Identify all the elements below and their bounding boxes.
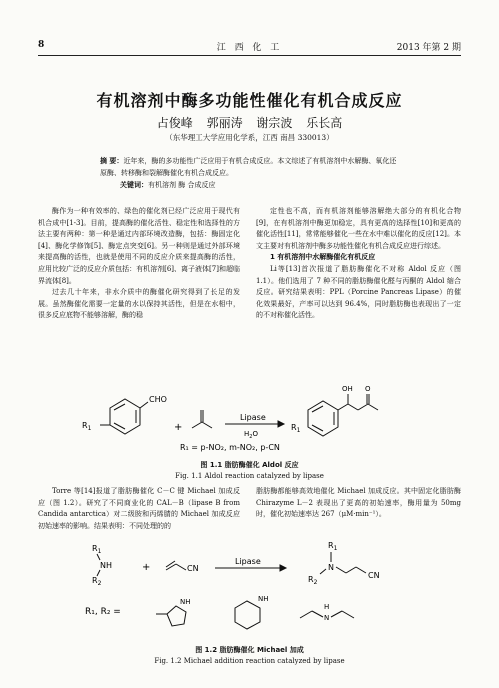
plus-sign-2: +	[142, 562, 151, 573]
lipase-label-1: Lipase	[240, 413, 266, 422]
amine-r1-label: $R_1$	[92, 544, 102, 555]
keywords-text: 有机溶剂 酶 合成反应	[148, 181, 216, 189]
lower-left-paragraph: Torre 等[14]报道了脂肪酶催化 C－C 键 Michael 加成反应（图 1.2）。研究了不同商业化的 CAL－B（lipase B from Candida antarctica）对二级胺和丙烯腈的 Michael 加成反应初始速率的影响。结果表明：不同处理的的	[38, 487, 240, 530]
article-title: 有机溶剂中酶多功能性催化有机合成反应	[96, 91, 403, 110]
plus-sign-1: +	[174, 422, 183, 433]
piperidine-structure	[235, 601, 260, 629]
product-r2-label: $R_2$	[308, 575, 318, 586]
right-paragraph-2: Li等[13]首次报道了脂肪酶催化不对称 Aldol 反应（图 1.1）。他们选用了 7 种不同的脂肪酶催化醛与丙酮的 Aldol 缩合反应。研究结果表明：PPL（Porcine Pancreas Lipase）的催化效果最好，产率可以达到 96.4%，同时脂肪酶也表现出了一定的不对称催化活性。	[256, 264, 461, 320]
figure-1-1-caption-en: Fig. 1.1 Aldol reaction catalyzed by lipase	[175, 472, 324, 480]
piperidine-nh-label: NH	[258, 595, 269, 603]
o-label: O	[365, 385, 371, 393]
figure-1-1-aldol-scheme	[80, 380, 420, 455]
aldol-product-structure	[308, 394, 378, 436]
lower-right-column	[256, 486, 461, 521]
figure-1-2-caption-en: Fig. 1.2 Michael addition reaction catalyzed by lipase	[154, 657, 345, 665]
amine-nh-label: NH	[100, 561, 112, 570]
lower-right-paragraph: 脂肪酶都能够高效地催化 Michael 加成反应。其中固定化脂肪酶 Chirazyme L－2 表现出了更高的初始速率，酶用量为 50mg 时，催化初始速率达 267（μM·min⁻¹）。	[256, 487, 461, 519]
left-paragraph-2: 过去几十年来，非水介质中的酶催化研究得到了长足的发展。虽然酶催化需要一定量的水以保持其活性，但是在水相中，很多反应底物不能够溶解，酶的稳	[38, 288, 240, 320]
lipase-label-2: Lipase	[235, 557, 261, 566]
lower-left-column	[38, 486, 240, 532]
issue-label: 2013 年第 2 期	[396, 43, 461, 53]
abstract-text: 近年来，酶的多功能性广泛应用于有机合成反应。本文综述了有机溶剂中水解酶、氧化还原酶、转移酶和裂解酶催化有机合成反应。	[100, 157, 397, 177]
figure-1-2-caption-cn: 图 1.2 脂肪酶催化 Michael 加成	[195, 646, 304, 654]
pyrrolidine-nh-label: NH	[180, 598, 191, 606]
pyrrolidine-structure	[156, 606, 186, 626]
benzaldehyde-structure	[100, 399, 148, 434]
acrylonitrile-cn-label: CN	[187, 564, 199, 573]
oh-label: OH	[342, 385, 353, 393]
abstract-label: 摘 要：	[100, 157, 124, 165]
running-header	[38, 40, 461, 54]
left-column	[38, 206, 240, 322]
figure-1-1-caption-cn: 图 1.1 脂肪酶催化 Aldol 反应	[200, 461, 299, 469]
right-column	[256, 206, 461, 322]
amine-r2-label: $R_2$	[92, 576, 102, 587]
r1-label-right: $R_1$	[291, 423, 301, 434]
diethylamine-h-label: H	[324, 603, 330, 611]
section-heading: 1 有机溶剂中水解酶催化有机反应	[270, 253, 376, 262]
diethylamine-n-label: N	[324, 614, 330, 622]
r1r2-definition-label: R₁, R₂ =	[85, 607, 121, 617]
page-number: 8	[38, 40, 45, 50]
r1-label-left: $R_1$	[82, 421, 92, 432]
journal-name: 江 西 化 工	[216, 43, 283, 53]
r1-substituent-definition: R₁ = p-NO₂, m-NO₂, p-CN	[180, 443, 280, 452]
left-paragraph-1: 酶作为一种有效率的、绿色的催化剂已经广泛应用于现代有机合成中[1-3]。目前，提高酶的催化活性、稳定性和选择性的方法主要有两种：第一种是通过内部环境改造酶，包括：酶固定化[4]、酶化学修饰[5]、酶定点突变[6]。另一种则是通过外部环境来提高酶的活性，也就是使用不同的反应介质来提高酶的活性，应用比较广泛的反应介质包括：有机溶剂[6]、离子液体[7]和超临界流体[8]。	[38, 207, 240, 285]
article-affiliation: （东华理工大学应用化学系，江西 南昌 330013）	[165, 133, 334, 142]
michael-product-bonds	[320, 552, 366, 574]
keywords-label: 关键词：	[120, 181, 148, 189]
abstract	[100, 155, 400, 179]
water-label: $H_2O$	[244, 430, 258, 440]
header-rule	[38, 55, 461, 56]
acrylonitrile-structure	[166, 561, 186, 570]
product-n-label: N	[328, 563, 334, 572]
product-cn-label: CN	[368, 571, 380, 580]
right-paragraph-1: 定性也不高，而有机溶剂能够溶解绝大部分的有机化合物[9]，在有机溶剂中酶更加稳定，具有更高的选择性[10]和更高的催化活性[11]，常常能够催化一些在水中难以催化的反应[12]。本文主要对有机溶剂中酶多功能性催化有机合成反应进行综述。	[256, 207, 461, 250]
acetone-structure	[192, 410, 212, 428]
article-authors: 占俊峰 郭丽涛 谢宗波 乐长高	[156, 116, 343, 130]
cho-label: CHO	[149, 395, 167, 404]
product-r1-label: $R_1$	[328, 541, 338, 552]
keywords	[120, 180, 215, 190]
figure-1-2-michael-scheme	[80, 538, 420, 638]
